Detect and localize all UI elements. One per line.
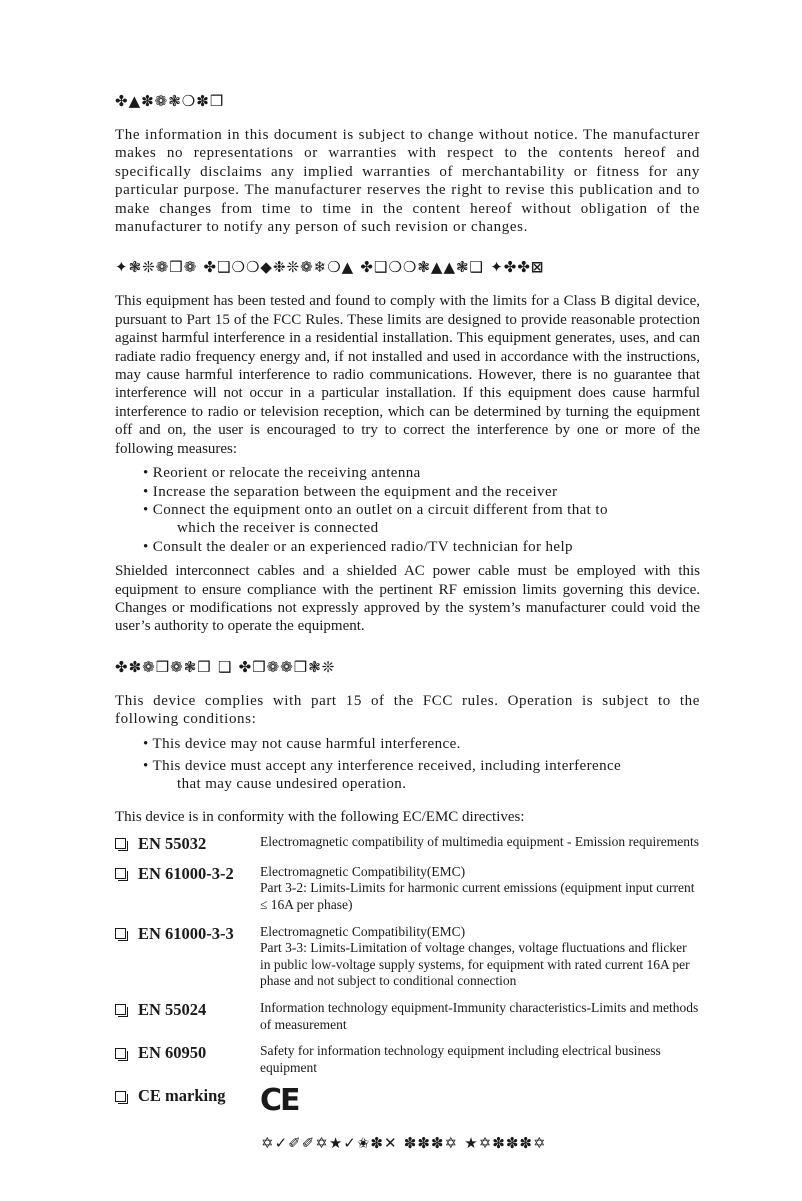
fcc-section bbox=[115, 258, 700, 635]
conditions-list bbox=[115, 735, 700, 794]
checkbox-icon bbox=[115, 928, 126, 939]
disclaimer-heading: ✤▲✽❁❃❍✽❒ bbox=[115, 92, 225, 110]
disclaimer-text: The information in this document is subject to change without notice. The manufacturer makes no representations or warranties with respect to the contents hereof and specifically disclaims any implied warranties of merchantability or fitness for any particular purpose. The manufacturer reserves the right to revise this publication and to make changes from time to time in the content hereof without obligation of the manufacturer to notify any person of such revision or changes. bbox=[115, 127, 700, 236]
ce-marking-row bbox=[115, 1083, 700, 1119]
fcc-heading: ✦❃❊❁❒❁ ✤❑❍❍◆❉❊❁❄❍▲ ✤❑❍❍❃▲▲❃❑ ✦✤✤⊠ bbox=[115, 258, 545, 277]
list-item: • Consult the dealer or an experienced radio/TV technician for help bbox=[143, 538, 573, 555]
declaration-text: This device complies with part 15 of the FCC rules. Operation is subject to the following conditions: bbox=[115, 692, 700, 728]
standards-list bbox=[115, 834, 700, 1117]
document-page bbox=[115, 92, 700, 1152]
ce-mark-icon: CE bbox=[260, 1083, 299, 1119]
list-item: • This device may not cause harmful interference. bbox=[143, 735, 461, 752]
disclaimer-section bbox=[115, 92, 700, 236]
standard-row bbox=[115, 1043, 700, 1076]
standard-row bbox=[115, 864, 700, 914]
checkbox-icon bbox=[115, 1048, 126, 1059]
ce-marking-label: CE marking bbox=[138, 1086, 226, 1106]
list-item: • Increase the separation between the equipment and the receiver bbox=[143, 483, 558, 500]
standard-name: EN 55032 bbox=[138, 833, 207, 853]
standard-name: EN 61000-3-2 bbox=[138, 863, 234, 883]
standard-desc: Electromagnetic Compatibility(EMC) Part 3-3: Limits-Limitation of voltage changes, voltage fluctuations and flicker in public low-voltage supply systems, for equipment with rated current 16A per phase and not subject to conditional connection bbox=[260, 923, 690, 989]
list-item: • Reorient or relocate the receiving antenna bbox=[143, 465, 421, 482]
standard-row bbox=[115, 924, 700, 990]
standard-row bbox=[115, 1000, 700, 1033]
standard-desc: Information technology equipment-Immunity characteristics-Limits and methods of measurement bbox=[260, 999, 699, 1032]
standard-name: EN 61000-3-3 bbox=[138, 923, 234, 943]
footer-text: ✡✓✐✐✡★✓✬✽✕ ✽✽✽✡ ★✡✽✽✽✡ bbox=[261, 1134, 547, 1153]
list-item: • Connect the equipment onto an outlet on a circuit different from that to which the receiver is connected bbox=[143, 501, 608, 537]
fcc-measures-list bbox=[115, 464, 700, 556]
declaration-heading: ✤✽❁❒❁❃❒ ❑ ✤❒❁❁❒❃❊ bbox=[115, 657, 336, 676]
list-item: • This device must accept any interference received, including interference that may cause undesired operation. bbox=[143, 757, 622, 793]
standard-row bbox=[115, 834, 700, 854]
checkbox-icon bbox=[115, 868, 126, 879]
directive-intro: This device is in conformity with the following EC/EMC directives: bbox=[115, 808, 525, 825]
shielded-cables-text: Shielded interconnect cables and a shielded AC power cable must be employed with this equipment to ensure compliance with the pertinent RF emission limits governing this device. Changes or modifications not expressly approved by the system’s manufacturer could void the user’s authority to operate the equipment. bbox=[115, 563, 700, 635]
standard-name: EN 55024 bbox=[138, 999, 207, 1019]
checkbox-icon bbox=[115, 838, 126, 849]
declaration-section bbox=[115, 658, 700, 1153]
checkbox-icon bbox=[115, 1091, 126, 1102]
standard-name: EN 60950 bbox=[138, 1043, 207, 1063]
fcc-text: This equipment has been tested and found to comply with the limits for a Class B digital device, pursuant to Part 15 of the FCC Rules. These limits are designed to provide reasonable protection against harmful interference in a residential installation. This equipment generates, uses, and can radiate radio frequency energy and, if not installed and used in accordance with the instructions, may cause harmful interference to radio communications. However, there is no guarantee that interference will not occur in a particular installation. If this equipment does cause harmful interference to radio or television reception, which can be determined by turning the equipment off and on, the user is encouraged to try to correct the interference by one or more of the following measures: bbox=[115, 293, 700, 457]
checkbox-icon bbox=[115, 1004, 126, 1015]
standard-desc: Electromagnetic compatibility of multimedia equipment - Emission requirements bbox=[260, 833, 700, 849]
standard-desc: Electromagnetic Compatibility(EMC) Part 3-2: Limits-Limits for harmonic current emissions (equipment input current ≤ 16A per phase) bbox=[260, 863, 695, 912]
standard-desc: Safety for information technology equipment including electrical business equipment bbox=[260, 1043, 661, 1075]
